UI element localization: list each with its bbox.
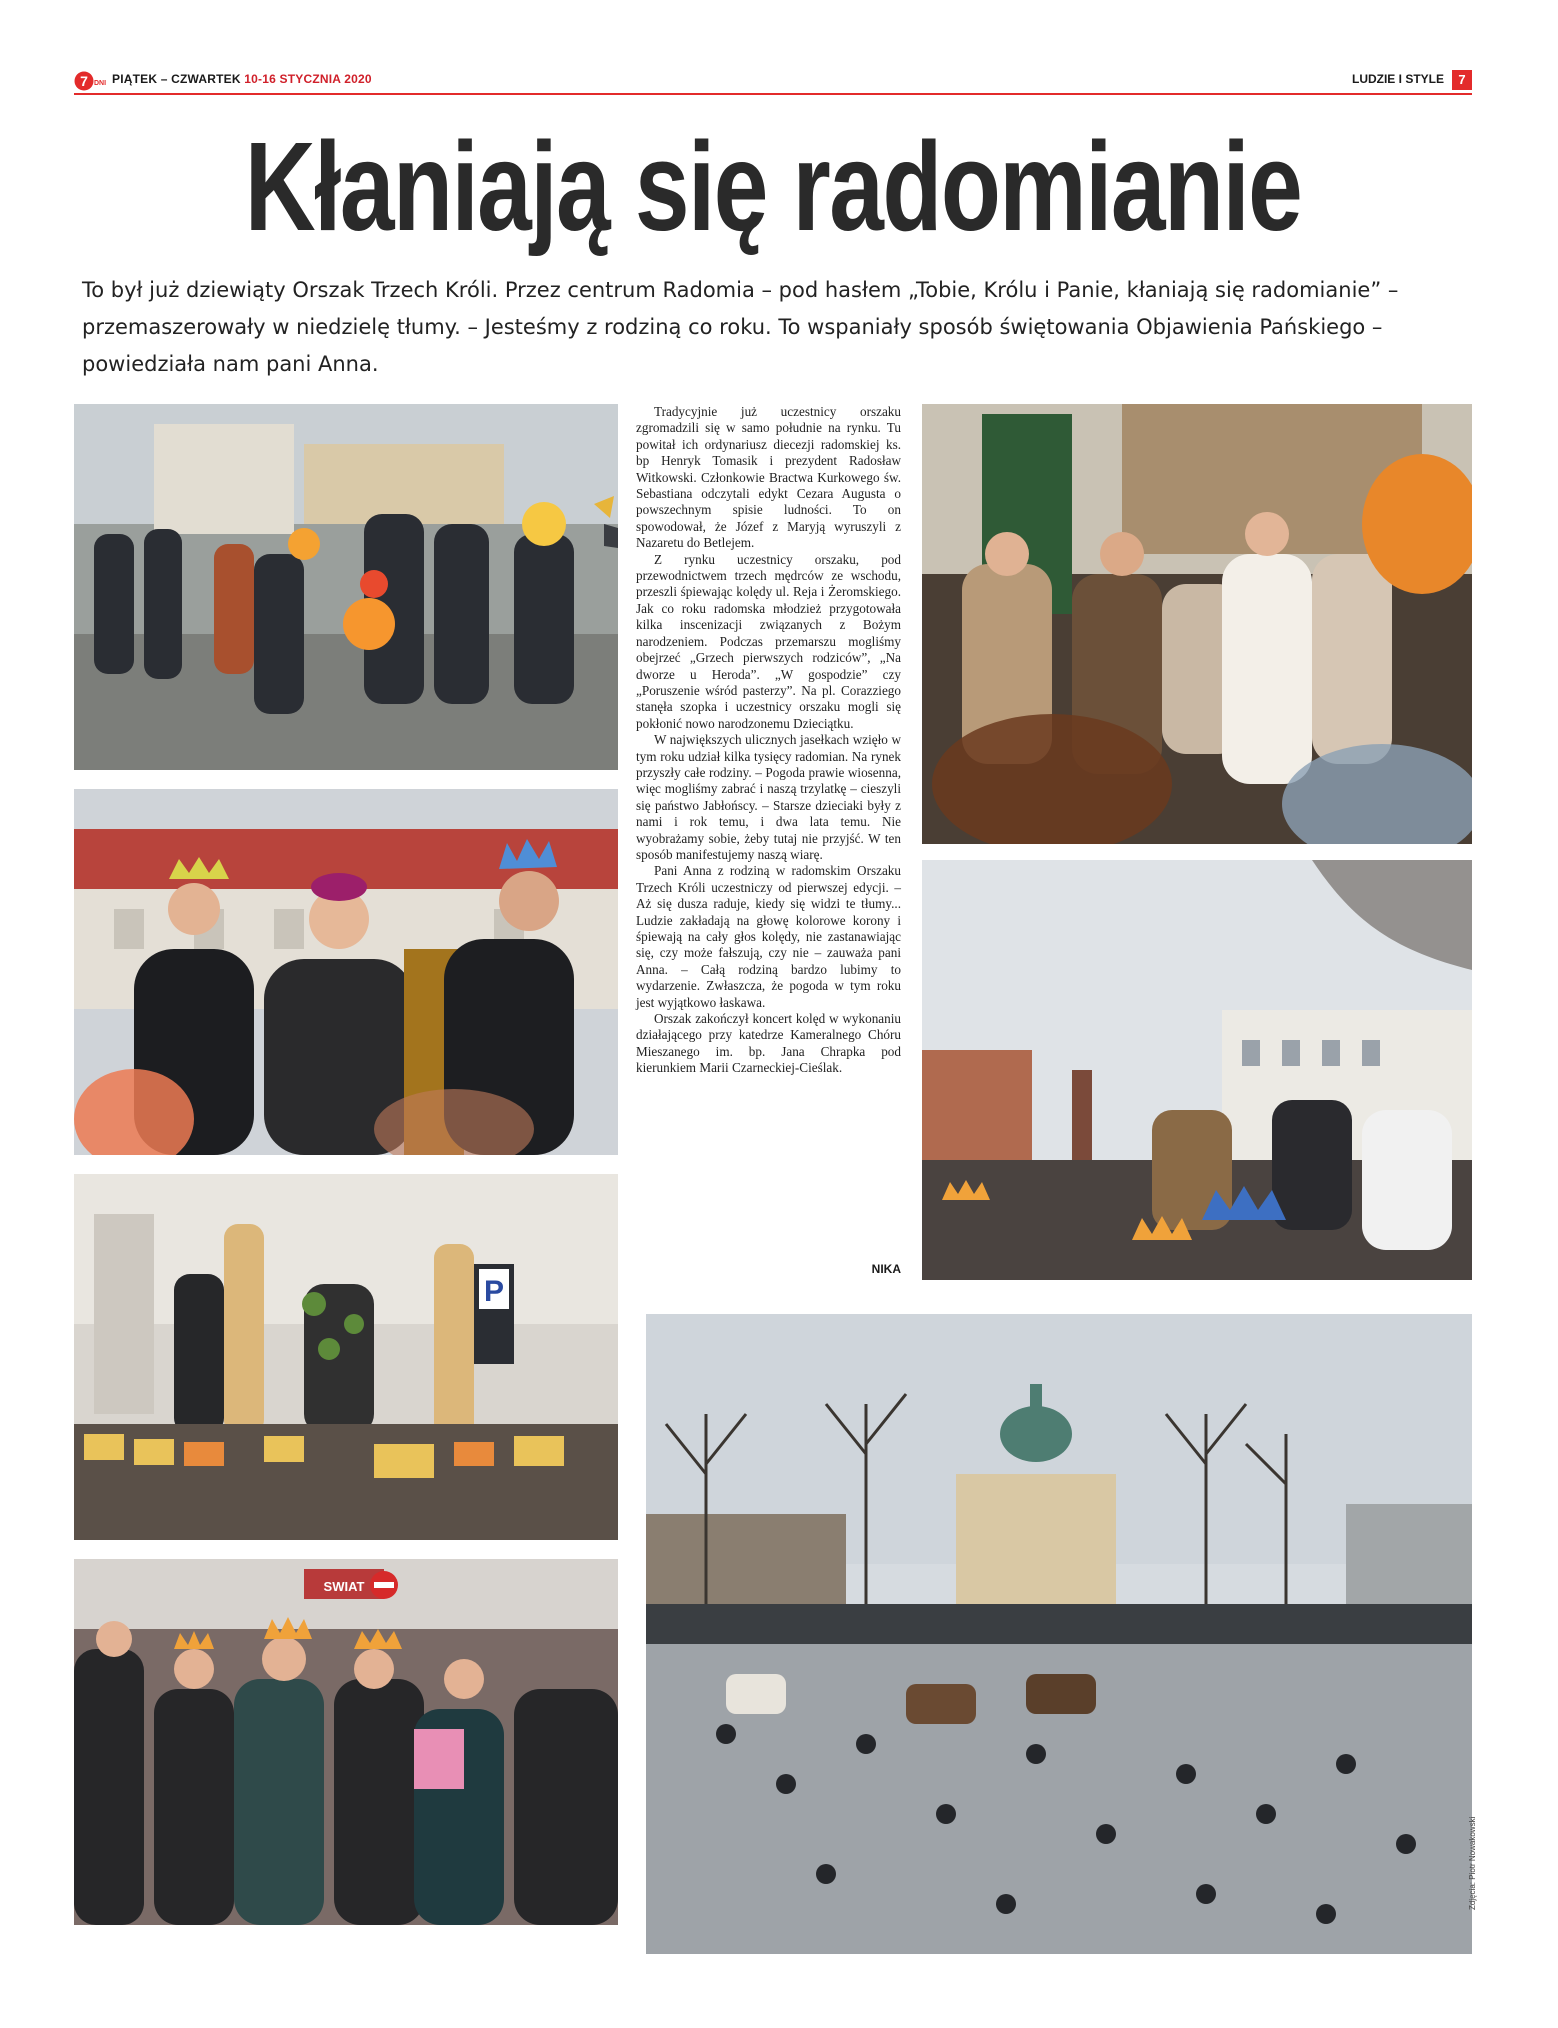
article-body xyxy=(636,404,901,1077)
logo-number: 7 xyxy=(80,73,88,89)
photo-square-cathedral xyxy=(646,1314,1472,1954)
header-rule xyxy=(74,93,1472,95)
shop-sign-text: SWIAT xyxy=(323,1579,365,1594)
photo-street-procession xyxy=(922,860,1472,1280)
photo-children-costumes xyxy=(922,404,1472,844)
photo-credit: Zdjęcia: Piotr Nowakowski xyxy=(1468,1816,1477,1910)
page-header xyxy=(74,70,1472,94)
body-paragraph: Orszak zakończył koncert kolęd w wykonaniu działającego przy katedrze Kameralnego Chóru Mieszanego im. bp. Jana Chrapka pod kierunkiem Marii Czarneckiej-Cieślak. xyxy=(636,1011,901,1076)
page-number: 7 xyxy=(1452,70,1472,90)
issue-days: PIĄTEK – CZWARTEK xyxy=(112,72,241,86)
photo-officials-speech xyxy=(74,789,618,1155)
issue-date-line xyxy=(112,72,372,86)
photo-adam-eve-scene xyxy=(74,1174,618,1540)
body-paragraph: Z rynku uczestnicy orszaku, pod przewodnictwem trzech mędrców ze wschodu, przeszli śpiewając kolędy ul. Reja i Żeromskiego. Jak co roku radomska młodzież przygotowała kilka inscenizacji związanych z Bożym narodzeniem. Podczas przemarszu mogliśmy obejrzeć „Grzech pierwszych rodziców”, „Na dworze u Heroda”. „W gospodzie” czy „Poruszenie wśród pasterzy”. Na pl. Corazziego stanęła szopka i uczestnicy orszaku mogli się pokłonić nowo narodzonemu Dzieciątku. xyxy=(636,551,901,731)
section-name: LUDZIE I STYLE xyxy=(1351,72,1444,86)
headline: Kłaniają się radomianie xyxy=(244,116,1302,257)
photo-crowd-crowns xyxy=(74,1559,618,1925)
parking-sign-text: P xyxy=(483,1275,505,1308)
newspaper-logo xyxy=(74,71,108,91)
lead-paragraph: To był już dziewiąty Orszak Trzech Króli. Przez centrum Radomia – pod hasłem „Tobie, Królu i Panie, kłaniają się radomianie” – przemaszerowały w niedzielę tłumy. – Jesteśmy z rodziną co roku. To wspaniały sposób świętowania Objawienia Pańskiego – powiedziała nam pani Anna. xyxy=(82,278,1399,376)
photo-children-balloons xyxy=(74,404,618,770)
issue-date: 10-16 STYCZNIA 2020 xyxy=(244,72,372,86)
author-byline: NIKA xyxy=(871,1262,901,1276)
body-paragraph: Tradycyjnie już uczestnicy orszaku zgromadzili się w samo południe na rynku. Tu powitał ich ordynariusz diecezji radomskiej ks. bp Henryk Tomasik i prezydent Radosław Witkowski. Członkowie Bractwa Kurkowego św. Sebastiana odczytali edykt Cezara Augusta o powszechnym spisie ludności. To on spowodował, że Józef z Maryją wyruszyli z Nazaretu do Betlejem. xyxy=(636,404,901,551)
body-paragraph: Pani Anna z rodziną w radomskim Orszaku Trzech Króli uczestniczy od pierwszej edycji. – Aż się dusza raduje, kiedy się widzi te tłumy... Ludzie zakładają na głowę kolorowe korony i śpiewają na cały głos kolędy, nie zastanawiając się, czy może fałszują, czy nie – zauważa pani Anna. – Całą rodziną bardzo lubimy to wydarzenie. Zwłaszcza, że pogoda w tym roku jest wyjątkowo łaskawa. xyxy=(636,863,901,1010)
body-paragraph: W największych ulicznych jasełkach wzięło w tym roku udział kilka tysięcy radomian. Na rynek przyszły całe rodziny. – Pogoda prawie wiosenna, więc mogliśmy zabrać i naszą trzylatkę – cieszyli się państwo Jabłońscy. – Starsze dzieciaki były z nami i rok temu, i dwa lata temu. Nie wyobrażamy sobie, żeby tutaj nie przyjść. W ten sposób manifestujemy naszą wiarę. xyxy=(636,732,901,862)
logo-sub: DNI xyxy=(93,80,107,87)
